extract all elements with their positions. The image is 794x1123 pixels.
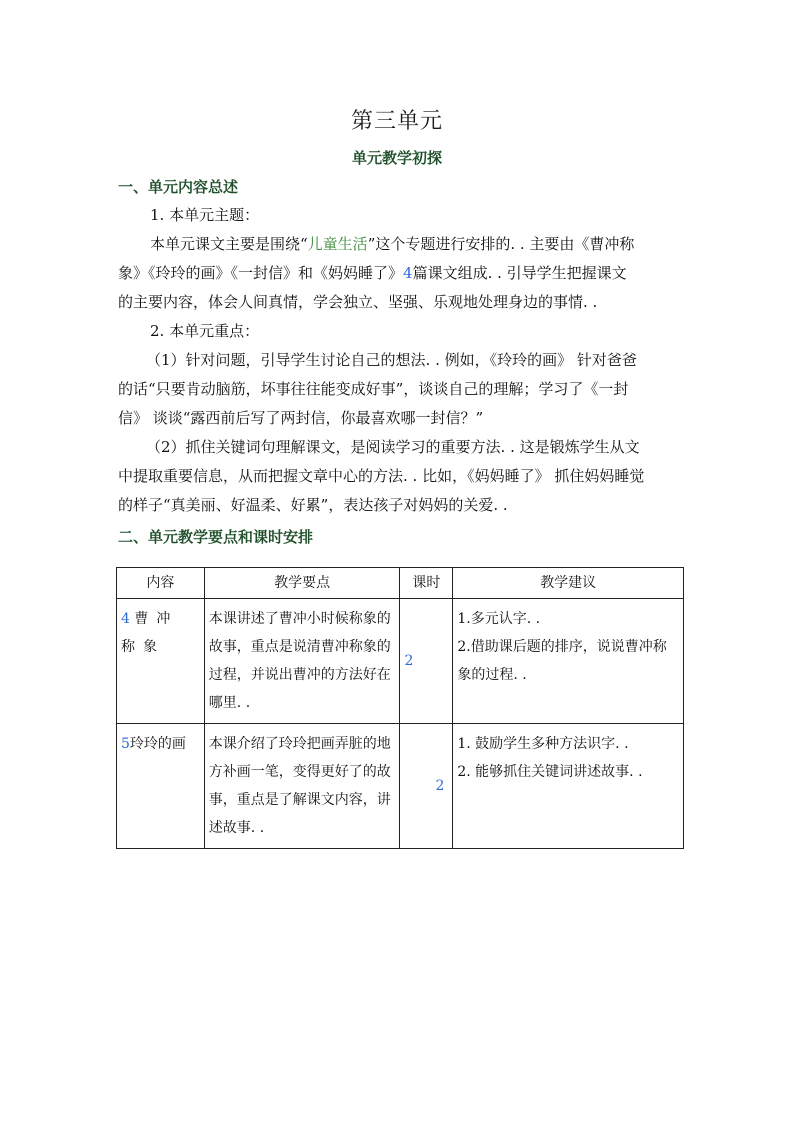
header-advice: 教学建议 <box>453 568 684 599</box>
header-points: 教学要点 <box>204 568 400 599</box>
page-title: 第三单元 <box>350 109 443 134</box>
paragraph-line: 信》 谈谈“露西前后写了两封信，你最喜欢哪一封信？” <box>118 409 484 427</box>
table-row <box>117 724 684 849</box>
cell-points: 本课介绍了玲玲把画弄脏的地方补画一笔，变得更好了的故事，重点是了解课文内容，讲述故事. . <box>204 724 400 849</box>
cell-points: 本课讲述了曹冲小时候称象的故事，重点是说清曹冲称象的过程，并说出曹冲的方法好在哪里. . <box>204 599 400 724</box>
cell-hours: 2 <box>400 599 453 724</box>
advice-item: 2.借助课后题的排序，说说曹冲称象的过程. . <box>457 639 667 683</box>
paragraph-line: （1）针对问题，引导学生讨论自己的想法. . 例如，《玲玲的画》 针对爸爸 <box>146 351 637 369</box>
theme-label: 1. 本单元主题： <box>150 206 260 224</box>
cell-advice <box>453 724 684 849</box>
table-header-row <box>117 568 684 599</box>
paragraph-line: 的话“只要肯动脑筋，坏事往往能变成好事”，谈谈自己的理解；学习了《一封 <box>118 380 629 398</box>
cell-hours: 2 <box>400 724 453 849</box>
paragraph-line: 象》《玲玲的画》《一封信》和《妈妈睡了》4篇课文组成. . 引导学生把握课文 <box>118 264 627 282</box>
paragraph-line: 本单元课文主要是围绕“儿童生活”这个专题进行安排的. . 主要由《曹冲称 <box>150 235 635 253</box>
paragraph-line: 的主要内容，体会人间真情，学会独立、坚强、乐观地处理身边的事情. . <box>118 293 598 311</box>
focus-label: 2. 本单元重点： <box>150 322 260 340</box>
cell-content: 4 曹冲称象 <box>117 599 205 724</box>
cell-advice <box>453 599 684 724</box>
paragraph-line: （2）抓住关键词句理解课文，是阅读学习的重要方法. . 这是锻炼学生从文 <box>146 438 640 456</box>
section-heading-1: 一、单元内容总述 <box>118 178 239 196</box>
lesson-plan-table <box>116 567 684 849</box>
cell-content: 5玲玲的画 <box>117 724 205 849</box>
advice-item: 2. 能够抓住关键词讲述故事. . <box>457 764 643 780</box>
advice-item: 1.多元认字. . <box>457 611 541 627</box>
paragraph-line: 的样子“真美丽、好温柔、好累”，表达孩子对妈妈的关爱. . <box>118 496 508 514</box>
paragraph-line: 中提取重要信息，从而把握文章中心的方法. . 比如，《妈妈睡了》 抓住妈妈睡觉 <box>118 467 645 485</box>
section-heading-2: 二、单元教学要点和课时安排 <box>118 528 314 546</box>
table-row <box>117 599 684 724</box>
advice-item: 1. 鼓励学生多种方法识字. . <box>457 736 629 752</box>
header-content: 内容 <box>117 568 205 599</box>
header-hours: 课时 <box>400 568 453 599</box>
page-subtitle: 单元教学初探 <box>351 149 442 167</box>
